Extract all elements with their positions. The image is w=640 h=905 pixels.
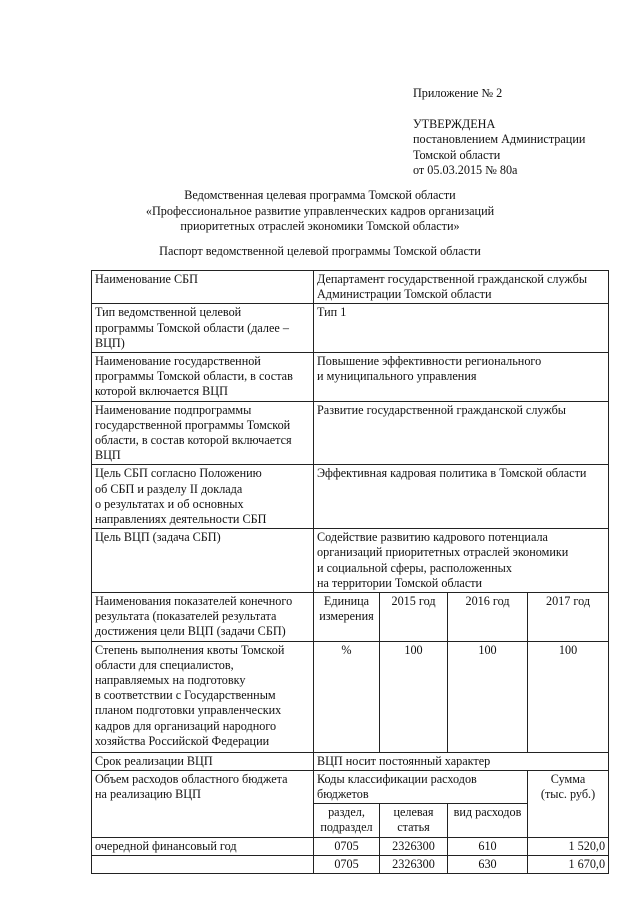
budget-row-label: очередной финансовый год xyxy=(92,837,314,855)
quota-label-line-3: направляемых на подготовку xyxy=(95,673,246,688)
title-line-3: приоритетных отраслей экономики Томской области» xyxy=(180,219,460,233)
state-program-label-line-3: которой включается ВЦП xyxy=(95,384,228,399)
decree-line-2: Томской области xyxy=(413,147,501,162)
budget-row-target: 2326300 xyxy=(380,855,448,873)
section-header-line-2: подраздел xyxy=(320,820,373,835)
decree-line-1: постановлением Администрации xyxy=(413,132,586,146)
target-header xyxy=(380,804,448,837)
state-program-value-line-1: Повышение эффективности регионального xyxy=(317,354,542,369)
subprogram-label-line-1: Наименование подпрограммы xyxy=(95,402,252,417)
budget-row-sum: 1 670,0 xyxy=(528,855,609,873)
passport-table xyxy=(91,270,609,874)
budget-row-sum: 1 520,0 xyxy=(528,837,609,855)
section-header xyxy=(314,804,380,837)
budget-codes-header xyxy=(314,770,528,803)
table-row-quota xyxy=(92,641,609,752)
budget-label-line-2: на реализацию ВЦП xyxy=(95,787,201,802)
quota-label-line-5: планом подготовки управленческих xyxy=(95,703,282,718)
appendix-number: Приложение № 2 xyxy=(413,86,503,100)
unit-header-line-2: измерения xyxy=(319,609,374,624)
table-row-sbp-goal xyxy=(92,465,609,529)
passport-title: Паспорт ведомственной целевой программы Томской области xyxy=(159,244,481,258)
sbp-goal-value: Эффективная кадровая политика в Томской области xyxy=(314,465,609,529)
subprogram-label-line-4: ВЦП xyxy=(95,448,121,463)
budget-sum-header xyxy=(528,770,609,837)
budget-row-section: 0705 xyxy=(314,837,380,855)
document-title xyxy=(0,188,640,235)
decree-date: от 05.03.2015 № 80а xyxy=(413,163,518,177)
approved-label: УТВЕРЖДЕНА xyxy=(413,116,496,131)
budget-row-section: 0705 xyxy=(314,855,380,873)
sbp-value-line-2: Администрации Томской области xyxy=(317,287,492,302)
budget-sum-line-1: Сумма xyxy=(550,771,586,786)
term-label: Срок реализации ВЦП xyxy=(92,752,314,770)
sbp-value-line-1: Департамент государственной гражданской службы xyxy=(317,272,588,286)
unit-header xyxy=(314,593,380,642)
type-label-line-3: ВЦП) xyxy=(95,335,125,350)
vcp-goal-value-line-2: организаций приоритетных отраслей экономики xyxy=(317,545,569,560)
state-program-value xyxy=(314,353,609,402)
quota-label-line-7: хозяйства Российской Федерации xyxy=(95,733,270,748)
table-row xyxy=(92,837,609,855)
budget-label xyxy=(92,770,314,837)
table-row-vcp-goal xyxy=(92,529,609,593)
expense-type-header: вид расходов xyxy=(448,804,528,837)
table-row-subprogram xyxy=(92,401,609,465)
vcp-goal-value-line-4: на территории Томской области xyxy=(317,575,483,590)
budget-row-expense: 610 xyxy=(448,837,528,855)
budget-label-line-1: Объем расходов областного бюджета xyxy=(95,771,288,786)
subprogram-label xyxy=(92,401,314,465)
table-row-sbp xyxy=(92,271,609,304)
quota-label-line-2: области для специалистов, xyxy=(95,657,234,672)
year-2017-header: 2017 год xyxy=(528,593,609,642)
sbp-goal-label-line-1: Цель СБП согласно Положению xyxy=(95,466,262,481)
indicators-label-line-1: Наименования показателей конечного xyxy=(95,594,293,609)
table-row-state-program xyxy=(92,353,609,402)
sbp-goal-label xyxy=(92,465,314,529)
vcp-goal-value-line-3: и социальной сферы, расположенных xyxy=(317,560,512,575)
unit-header-line-1: Единица xyxy=(323,594,370,609)
budget-sum-line-2: (тыс. руб.) xyxy=(540,787,596,802)
title-line-1: Ведомственная целевая программа Томской области xyxy=(184,188,456,202)
year-2016-header: 2016 год xyxy=(448,593,528,642)
quota-unit: % xyxy=(314,641,380,752)
type-label-line-2: программы Томской области (далее – xyxy=(95,320,289,335)
sbp-goal-label-line-2: об СБП и разделу II доклада xyxy=(95,481,243,496)
table-row-budget-header xyxy=(92,770,609,803)
state-program-label-line-2: программы Томской области, в состав xyxy=(95,369,293,384)
quota-2017: 100 xyxy=(528,641,609,752)
indicators-label-line-2: результата (показателей результата xyxy=(95,609,277,624)
state-program-label xyxy=(92,353,314,402)
sbp-label: Наименование СБП xyxy=(92,271,314,304)
target-header-line-1: целевая xyxy=(393,805,434,820)
table-row-indicators xyxy=(92,593,609,642)
section-header-line-1: раздел, xyxy=(328,805,365,820)
indicators-label-line-3: достижения цели ВЦП (задачи СБП) xyxy=(95,624,286,639)
type-label-line-1: Тип ведомственной целевой xyxy=(95,305,242,320)
type-value: Тип 1 xyxy=(314,304,609,353)
sbp-goal-label-line-4: направлениях деятельности СБП xyxy=(95,512,267,527)
quota-2016: 100 xyxy=(448,641,528,752)
sbp-goal-label-line-3: о результатах и об основных xyxy=(95,496,244,511)
vcp-goal-value-line-1: Содействие развитию кадрового потенциала xyxy=(317,530,548,545)
budget-row-expense: 630 xyxy=(448,855,528,873)
table-row xyxy=(92,855,609,873)
budget-row-target: 2326300 xyxy=(380,837,448,855)
state-program-label-line-1: Наименование государственной xyxy=(95,354,261,369)
table-row-type xyxy=(92,304,609,353)
quota-label xyxy=(92,641,314,752)
quota-label-line-1: Степень выполнения квоты Томской xyxy=(95,642,285,657)
quota-label-line-4: в соответствии с Государственным xyxy=(95,688,276,703)
target-header-line-2: статья xyxy=(397,820,430,835)
table-row-term xyxy=(92,752,609,770)
type-label xyxy=(92,304,314,353)
term-value: ВЦП носит постоянный характер xyxy=(314,752,609,770)
subprogram-label-line-3: области, в состав которой включается xyxy=(95,433,292,448)
budget-codes-line-1: Коды классификации расходов xyxy=(317,771,477,786)
vcp-goal-value xyxy=(314,529,609,593)
vcp-goal-label: Цель ВЦП (задача СБП) xyxy=(92,529,314,593)
budget-codes-line-2: бюджетов xyxy=(317,787,369,802)
indicators-label xyxy=(92,593,314,642)
title-line-2: «Профессиональное развитие управленческих кадров организаций xyxy=(145,203,495,218)
quota-label-line-6: кадров для организаций народного xyxy=(95,718,277,733)
year-2015-header: 2015 год xyxy=(380,593,448,642)
subprogram-label-line-2: государственной программы Томской xyxy=(95,417,291,432)
sbp-value xyxy=(314,271,609,304)
state-program-value-line-2: и муниципального управления xyxy=(317,369,477,384)
quota-2015: 100 xyxy=(380,641,448,752)
budget-row-label xyxy=(92,855,314,873)
approval-header xyxy=(413,86,633,179)
subprogram-value: Развитие государственной гражданской службы xyxy=(314,401,609,465)
